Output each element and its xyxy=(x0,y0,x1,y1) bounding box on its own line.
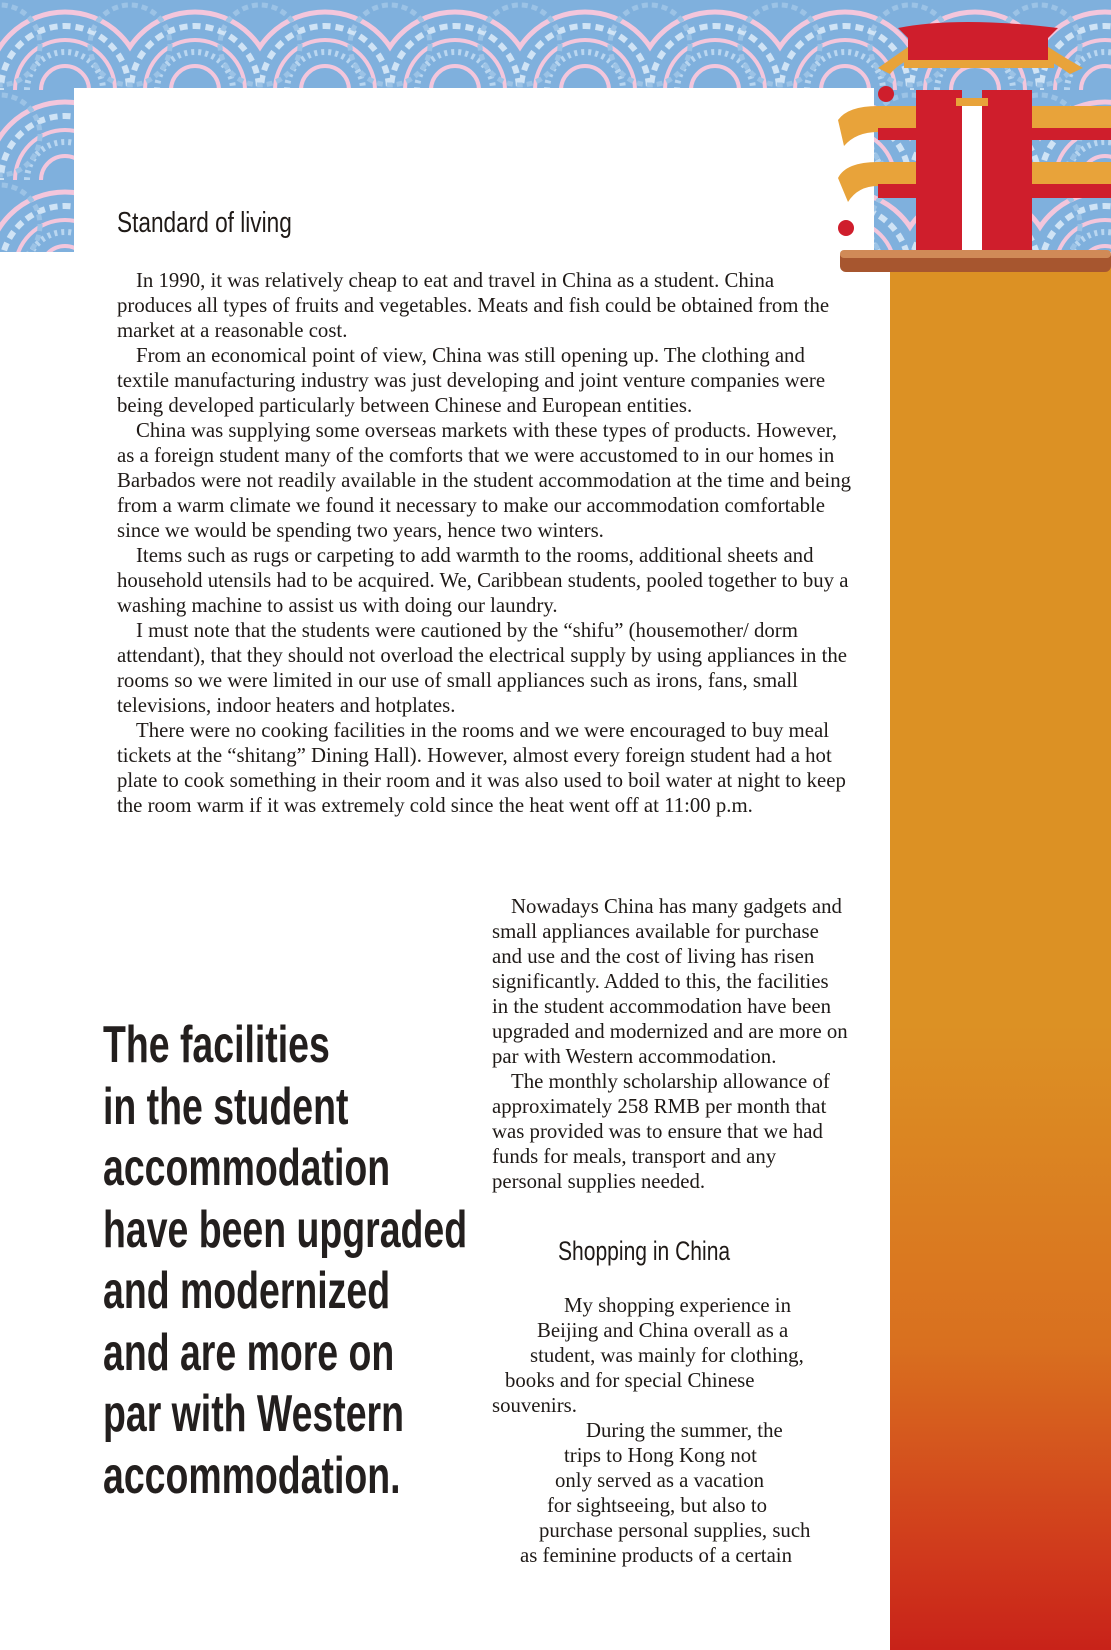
text-line: only served as a vacation xyxy=(555,1469,765,1492)
pull-quote-line: and modernized xyxy=(103,1262,391,1320)
pull-quote-line: accommodation. xyxy=(103,1446,401,1505)
pull-quote-line: and are more on xyxy=(103,1323,395,1382)
paragraph: Items such as rugs or carpeting to add warmth to the rooms, additional sheets and household utensils had to be acquired. We, Caribbean students, pooled together to buy a washing machine to assist us with doing our laundry. xyxy=(117,544,849,617)
paragraph: China was supplying some overseas markets with these types of products. However, as a foreign student many of the comforts that we were accustomed to in our homes in Barbados were not readily available in the student accommodation at the time and being from a warm climate we found it necessary to make our accommodation comfortable since we would be spending two years, hence two winters. xyxy=(117,419,852,542)
text-line: purchase personal supplies, such xyxy=(539,1519,811,1542)
pull-quote-line: accommodation xyxy=(103,1139,391,1197)
paragraph: I must note that the students were cautioned by the “shifu” (housemother/ dorm attendant), that they should not overload the electrical supply by using appliances in the rooms so we were limited in our use of small appliances such as irons, fans, small televisions, indoor heaters and hotplates. xyxy=(117,619,848,717)
text-line: During the summer, the xyxy=(586,1419,783,1442)
text-line: as feminine products of a certain xyxy=(520,1544,792,1567)
main-text-column xyxy=(117,268,853,818)
text-line: Beijing and China overall as a xyxy=(537,1319,789,1342)
paragraph: Nowadays China has many gadgets and small appliances available for purchase and use and the cost of living has risen significantly. Added to this, the facilities in the student accommodation have been upgraded and modernized and are more on par with Western accommodation. xyxy=(492,895,848,1068)
pull-quote-line: par with Western xyxy=(103,1385,404,1443)
text-line: trips to Hong Kong not xyxy=(564,1444,757,1467)
text-line: student, was mainly for clothing, xyxy=(530,1344,804,1367)
pull-quote xyxy=(103,1015,467,1507)
pagoda-icon xyxy=(838,10,1111,280)
pull-quote-line: in the student xyxy=(103,1077,349,1136)
pull-quote-line: have been upgraded xyxy=(103,1200,468,1259)
paragraph: From an economical point of view, China was still opening up. The clothing and textile manufacturing industry was just developing and joint venture companies were being developed particularly between Chinese and European entities. xyxy=(117,344,826,417)
section-heading-shopping-in-china: Shopping in China xyxy=(558,1236,731,1266)
side-gradient-strip xyxy=(890,262,1111,1650)
text-line: souvenirs. xyxy=(492,1394,577,1417)
right-text-column xyxy=(492,894,848,1194)
paragraph: The monthly scholarship allowance of approximately 258 RMB per month that was provided was to ensure that we had funds for meals, transport and any personal supplies needed. xyxy=(492,1070,830,1193)
pull-quote-line: The facilities xyxy=(103,1016,330,1074)
shopping-text-block xyxy=(492,1293,848,1568)
text-line: books and for special Chinese xyxy=(505,1369,755,1392)
section-heading-standard-of-living: Standard of living xyxy=(117,207,292,239)
text-line: for sightseeing, but also to xyxy=(547,1494,768,1517)
text-line: My shopping experience in xyxy=(564,1294,791,1317)
paragraph: There were no cooking facilities in the rooms and we were encouraged to buy meal tickets at the “shitang” Dining Hall). However, almost every foreign student had a hot plate to cook something in their room and it was also used to boil water at night to keep the room warm if it was extremely cold since the heat went off at 11:00 p.m. xyxy=(117,719,846,817)
paragraph: In 1990, it was relatively cheap to eat and travel in China as a student. China produces all types of fruits and vegetables. Meats and fish could be obtained from the market at a reasonable cost. xyxy=(117,269,830,342)
